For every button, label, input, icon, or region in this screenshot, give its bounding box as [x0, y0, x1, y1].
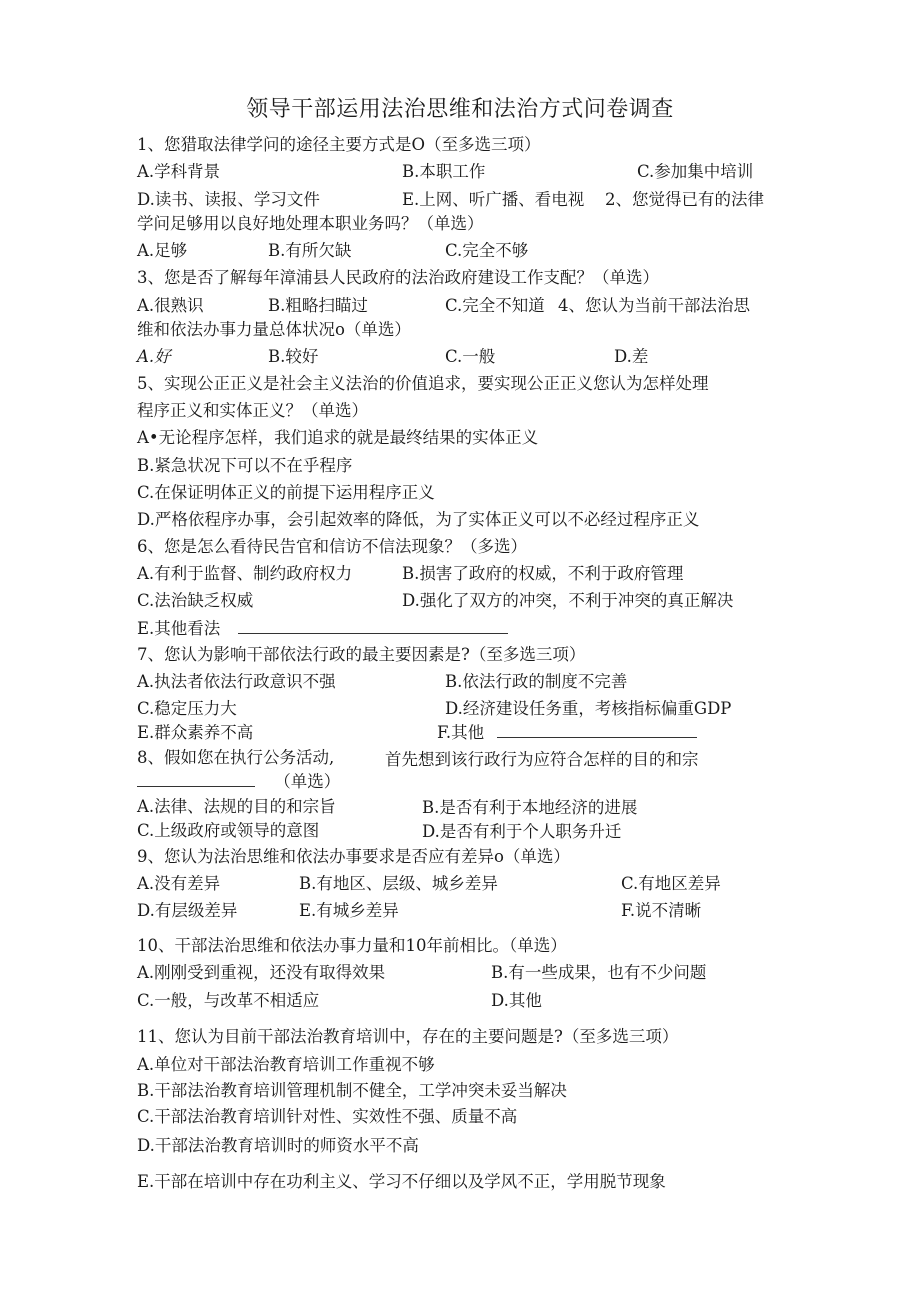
q8-stem: 8、假如您在执行公务活动,	[137, 748, 335, 767]
q10-option-d[interactable]: D.其他	[491, 991, 542, 1010]
q1-option-c[interactable]: C.参加集中培训	[637, 162, 754, 181]
q6-option-a[interactable]: A.有利于监督、制约政府权力	[137, 564, 353, 583]
q7-option-e[interactable]: E.群众素养不高	[137, 723, 254, 742]
q9-option-d[interactable]: D.有层级差异	[137, 901, 238, 920]
q11-option-c[interactable]: C.干部法治教育培训针对性、实效性不强、质量不高	[137, 1107, 518, 1126]
q7-option-b[interactable]: B.依法行政的制度不完善	[445, 672, 628, 691]
q6-option-d[interactable]: D.强化了双方的冲突，不利于冲突的真正解决	[402, 591, 734, 610]
q5-option-c[interactable]: C.在保证明体正义的前提下运用程序正义	[137, 483, 435, 502]
q9-option-f[interactable]: F.说不清晰	[621, 901, 702, 920]
q2-stem-cont: 学问足够用以良好地处理本职业务吗？（单选）	[137, 214, 484, 233]
q8-option-c[interactable]: C.上级政府或领导的意图	[137, 821, 320, 840]
page-title: 领导干部运用法治思维和法治方式问卷调查	[246, 97, 674, 122]
q6-option-e[interactable]	[137, 618, 508, 640]
q10-stem: 10、干部法治思维和依法办事力量和10年前相比。（单选）	[137, 936, 567, 955]
q4-option-a[interactable]: A.好	[137, 347, 171, 366]
q5-stem-cont: 程序正义和实体正义？（单选）	[137, 401, 368, 420]
q6-option-b[interactable]: B.损害了政府的权威，不利于政府管理	[402, 564, 684, 583]
q1-option-b[interactable]: B.本职工作	[402, 162, 486, 181]
q9-option-a[interactable]: A.没有差异	[137, 874, 221, 893]
q3-option-a[interactable]: A.很熟识	[137, 296, 204, 315]
q1-option-d[interactable]: D.读书、读报、学习文件	[137, 190, 320, 209]
q2-option-a[interactable]: A.足够	[137, 241, 188, 260]
q4-option-d[interactable]: D.差	[614, 347, 649, 366]
q9-option-b[interactable]: B.有地区、层级、城乡差异	[299, 874, 498, 893]
q8-option-b[interactable]: B.是否有利于本地经济的进展	[422, 798, 638, 817]
q4-option-c[interactable]: C.一般	[445, 347, 496, 366]
q8-blank[interactable]	[137, 771, 255, 787]
q1-option-e[interactable]: E.上网、听广播、看电视	[402, 190, 585, 209]
q3-stem: 3、您是否了解每年漳浦县人民政府的法治政府建设工作支配？（单选）	[137, 268, 659, 287]
q8-option-a[interactable]: A.法律、法规的目的和宗旨	[137, 797, 336, 816]
q11-option-e[interactable]: E.干部在培训中存在功利主义、学习不仔细以及学风不正，学用脱节现象	[137, 1172, 666, 1191]
q7-option-a[interactable]: A.执法者依法行政意识不强	[137, 672, 336, 691]
q11-option-d[interactable]: D.干部法治教育培训时的师资水平不高	[137, 1136, 419, 1155]
q1-stem: 1、您猎取法律学问的途径主要方式是O（至多选三项）	[137, 135, 541, 154]
q7-option-c[interactable]: C.稳定压力大	[137, 699, 237, 718]
q8-stem-cont: 首先想到该行政行为应符合怎样的目的和宗	[385, 750, 699, 769]
q7-other-blank[interactable]	[497, 722, 697, 738]
q3-option-b[interactable]: B.粗略扫瞄过	[268, 296, 368, 315]
q7-option-d[interactable]: D.经济建设任务重，考核指标偏重GDP	[445, 699, 732, 718]
q7-stem: 7、您认为影响干部依法行政的最主要因素是?（至多选三项）	[137, 645, 586, 664]
q6-other-blank[interactable]	[238, 618, 508, 634]
q3-option-c[interactable]: C.完全不知道	[445, 296, 545, 315]
q2-option-b[interactable]: B.有所欠缺	[268, 241, 352, 260]
q5-stem: 5、实现公正正义是社会主义法治的价值追求，要实现公正正义您认为怎样处理	[137, 374, 709, 393]
q7-option-f[interactable]	[437, 722, 697, 744]
q7-option-f-label: F.其他	[437, 723, 485, 742]
q5-option-b[interactable]: B.紧急状况下可以不在乎程序	[137, 456, 353, 475]
q6-stem: 6、您是怎么看待民告官和信访不信法现象？（多选）	[137, 537, 527, 556]
q4-stem-cont: 维和依法办事力量总体状况o（单选）	[137, 320, 411, 339]
q2-option-c[interactable]: C.完全不够	[445, 241, 529, 260]
q4-option-b[interactable]: B.较好	[268, 347, 319, 366]
q10-option-c[interactable]: C.一般，与改革不相适应	[137, 991, 320, 1010]
q9-stem: 9、您认为法治思维和依法办事要求是否应有差异o（单选）	[137, 847, 570, 866]
q5-option-d[interactable]: D.严格依程序办事，会引起效率的降低，为了实体正义可以不必经过程序正义	[137, 510, 700, 529]
q8-stem-end	[137, 771, 340, 793]
q6-option-c[interactable]: C.法治缺乏权威	[137, 591, 254, 610]
q5-option-a[interactable]: A•无论程序怎样，我们追求的就是最终结果的实体正义	[137, 428, 539, 447]
q10-option-b[interactable]: B.有一些成果，也有不少问题	[491, 963, 707, 982]
q11-option-a[interactable]: A.单位对干部法治教育培训工作重视不够	[137, 1055, 435, 1074]
q11-stem: 11、您认为目前干部法治教育培训中，存在的主要问题是?（至多选三项）	[137, 1027, 679, 1046]
q9-option-c[interactable]: C.有地区差异	[621, 874, 721, 893]
q10-option-a[interactable]: A.刚刚受到重视，还没有取得效果	[137, 963, 386, 982]
q9-option-e[interactable]: E.有城乡差异	[299, 901, 399, 920]
q8-option-d[interactable]: D.是否有利于个人职务升迁	[422, 822, 622, 841]
q11-option-b[interactable]: B.干部法治教育培训管理机制不健全，工学冲突未妥当解决	[137, 1081, 567, 1100]
q1-option-a[interactable]: A.学科背景	[137, 162, 221, 181]
q6-option-e-label: E.其他看法	[137, 619, 221, 638]
q2-stem: 2、您觉得已有的法律	[605, 190, 764, 209]
q4-stem: 4、您认为当前干部法治思	[558, 296, 750, 315]
q8-stem-tag: （单选）	[274, 772, 341, 791]
